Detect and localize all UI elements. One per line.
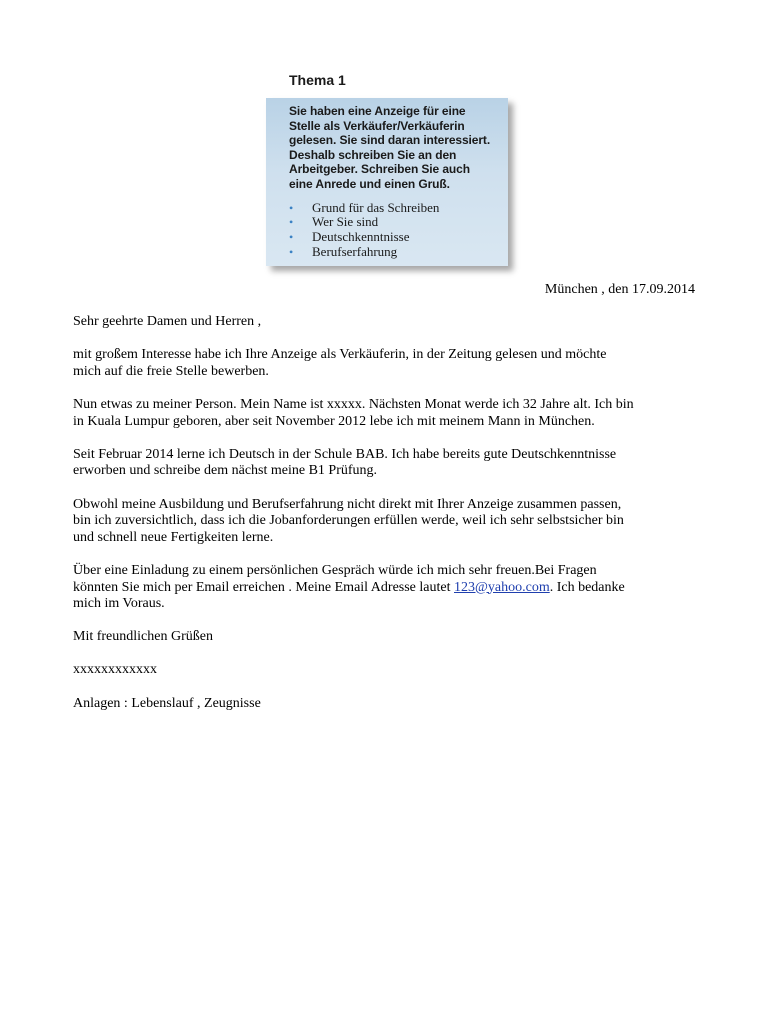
salutation: Sehr geehrte Damen und Herren ,: [73, 314, 262, 329]
task-line: Stelle als Verkäufer/Verkäuferin: [289, 118, 465, 133]
text-line: Über eine Einladung zu einem persönlichen Gespräch würde ich mich sehr freuen.Bei Fragen: [73, 562, 597, 578]
letter-date: München , den 17.09.2014: [544, 282, 695, 297]
text-line: Obwohl meine Ausbildung und Berufserfahrung nicht direkt mit Ihrer Anzeige zusammen passen,: [73, 496, 622, 512]
task-line: Arbeitgeber. Schreiben Sie auch: [289, 162, 470, 177]
task-title: Thema 1: [289, 72, 346, 88]
text-line: Nun etwas zu meiner Person. Mein Name ist xxxxx. Nächsten Monat werde ich 32 Jahre alt. Ich bin: [73, 396, 634, 412]
paragraph-language: [73, 447, 713, 480]
task-point: Berufserfahrung: [312, 243, 398, 259]
bullet-icon: •: [289, 215, 294, 230]
text-line: [73, 580, 713, 597]
letter-body: [73, 314, 713, 729]
task-line: eine Anrede und einen Gruß.: [289, 176, 450, 191]
task-line: Deshalb schreiben Sie an den: [289, 147, 457, 162]
email-link[interactable]: 123@yahoo.com: [454, 579, 550, 595]
list-item: [289, 230, 500, 245]
attachments: Anlagen : Lebenslauf , Zeugnisse: [73, 695, 261, 711]
text-fragment: könnten Sie mich per Email erreichen . Meine Email Adresse lautet: [73, 579, 454, 595]
paragraph-person: [73, 397, 713, 430]
task-point: Wer Sie sind: [312, 214, 379, 230]
bullet-icon: •: [289, 244, 294, 259]
text-line: in Kuala Lumpur geboren, aber seit November 2012 lebe ich mit meinem Mann in München.: [73, 413, 595, 429]
task-point: Deutschkenntnisse: [312, 229, 410, 245]
paragraph-invitation: [73, 563, 713, 613]
signature: xxxxxxxxxxxx: [73, 662, 157, 678]
bullet-icon: •: [289, 200, 294, 215]
text-line: und schnell neue Fertigkeiten lerne.: [73, 529, 274, 545]
task-box: [266, 98, 508, 266]
task-points: [289, 201, 500, 260]
task-point: Grund für das Schreiben: [312, 199, 440, 215]
paragraph-intro: [73, 347, 713, 380]
task-instructions: [289, 104, 500, 192]
paragraph-experience: [73, 497, 713, 547]
text-line: bin ich zuversichtlich, dass ich die Jobanforderungen erfüllen werde, weil ich sehr selbstsicher bin: [73, 513, 624, 529]
text-line: mich im Voraus.: [73, 596, 165, 612]
list-item: [289, 245, 500, 260]
text-line: erworben und schreibe dem nächst meine B1 Prüfung.: [73, 463, 378, 479]
bullet-icon: •: [289, 230, 294, 245]
closing: Mit freundlichen Grüßen: [73, 629, 213, 645]
task-line: Sie haben eine Anzeige für eine: [289, 104, 466, 118]
text-fragment: . Ich bedanke: [549, 579, 625, 595]
text-line: mich auf die freie Stelle bewerben.: [73, 363, 269, 379]
list-item: [289, 215, 500, 230]
text-line: Seit Februar 2014 lerne ich Deutsch in der Schule BAB. Ich habe bereits gute Deutschkenntnisse: [73, 446, 617, 462]
list-item: [289, 201, 500, 216]
text-line: mit großem Interesse habe ich Ihre Anzeige als Verkäuferin, in der Zeitung gelesen und möchte: [73, 347, 607, 363]
task-line: gelesen. Sie sind daran interessiert.: [289, 133, 491, 148]
